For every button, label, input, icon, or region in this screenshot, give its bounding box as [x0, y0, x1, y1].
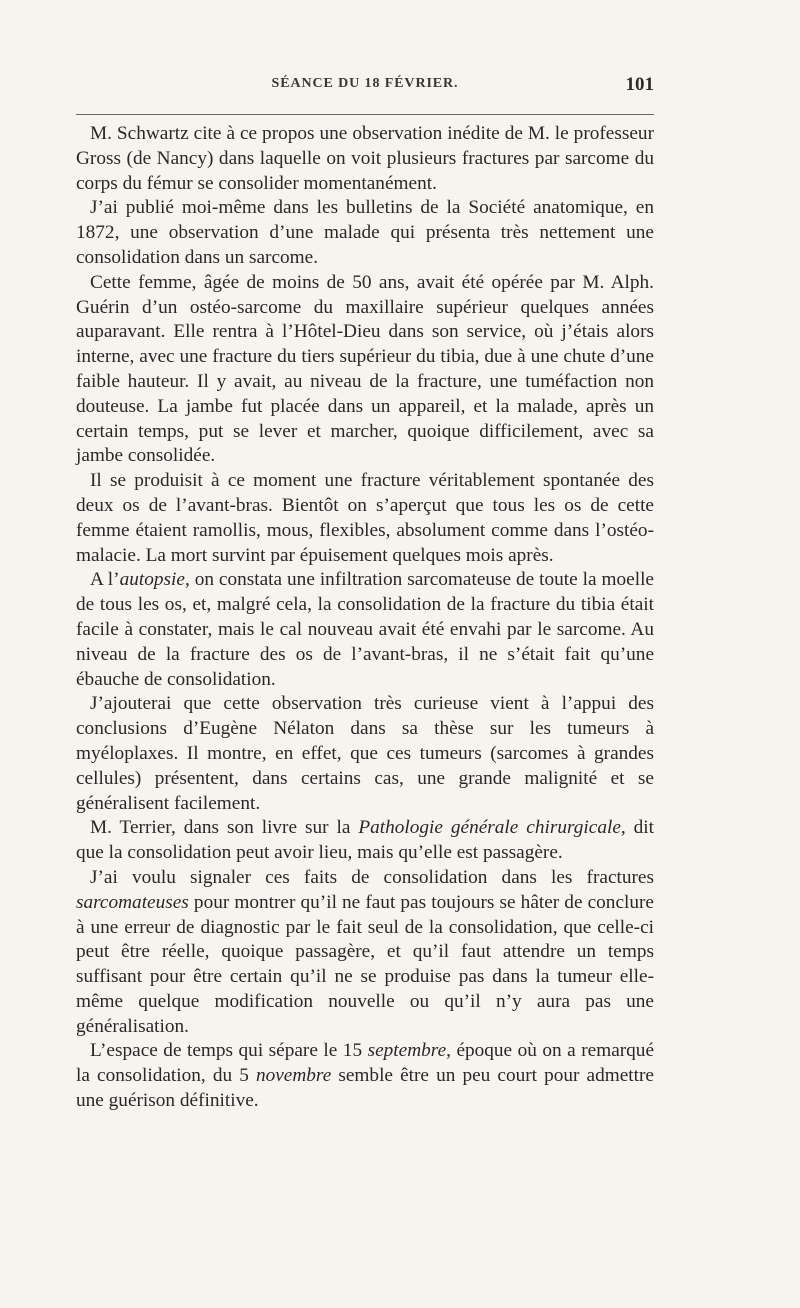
paragraph: Il se produisit à ce moment une fracture véritablement spontanée des deux os de l’avant-bras. Bientôt on s’aperçut que tous les os de cette femme étaient ramollis, mous, flexibles, absolument comme dans l’ostéo-malacie. La mort survint par épuisement quelques mois après. — [76, 470, 654, 566]
paragraph-text: , on constata une infiltration sarcomateuse de toute la moelle de tous les os, et, malgré cela, la consolidation de la fracture du tibia était facile à constater, mais le cal nouveau avait été envahi par le sarcome. Au niveau de la fracture des os de l’avant-bras, il ne s’était fait qu’une ébauche de consolidation. — [76, 569, 654, 690]
paragraph — [76, 866, 654, 1040]
paragraph — [76, 568, 654, 692]
italic-title: Pathologie générale chirurgicale — [358, 817, 621, 839]
paragraph-text: semble être un peu court pour admettre une guérison définitive. — [76, 1065, 654, 1112]
running-title: SÉANCE DU 18 FÉVRIER. — [271, 76, 459, 91]
running-head — [76, 74, 654, 102]
italic-term: autopsie — [119, 569, 185, 591]
paragraph — [76, 816, 654, 866]
page-number: 101 — [625, 74, 654, 95]
italic-term: sarcomateuses — [76, 891, 189, 913]
paragraph-text: pour montrer qu’il ne faut pas toujours se hâter de conclure à une erreur de diagnostic par le fait seul de la consolidation, que celle-ci peut être réelle, quoique passagère, et qu’il faut attendre un temps suffisant pour être certain qu’il ne se produise pas dans la tumeur elle-même quelque modification nouvelle ou qu’il n’y aura pas une généralisation. — [76, 891, 654, 1037]
italic-date: novembre — [255, 1065, 332, 1087]
paragraph: Cette femme, âgée de moins de 50 ans, avait été opérée par M. Alph. Guérin d’un ostéo-sarcome du maxillaire supérieur quelques années auparavant. Elle rentra à l’Hôtel-Dieu dans son service, où j’étais alors interne, avec une fracture du tiers supérieur du tibia, due à une chute d’une faible hauteur. Il y avait, au niveau de la fracture, une tuméfaction non douteuse. La jambe fut placée dans un appareil, et la malade, après un certain temps, put se lever et marcher, quoique difficilement, avec sa jambe consolidée. — [76, 271, 654, 467]
paragraph-text: J’ai voulu signaler ces faits de consolidation dans les fractures — [90, 866, 654, 888]
header-rule — [76, 114, 654, 115]
paragraph-text: L’espace de temps qui sépare le 15 — [90, 1040, 368, 1062]
paragraph: J’ai publié moi-même dans les bulletins de la Société anatomique, en 1872, une observation d’une malade qui présenta très nettement une consolidation dans un sarcome. — [76, 197, 654, 268]
body-text — [76, 122, 654, 1114]
paragraph: J’ajouterai que cette observation très curieuse vient à l’appui des conclusions d’Eugène Nélaton dans sa thèse sur les tumeurs à myéloplaxes. Il montre, en effet, que ces tumeurs (sarcomes à grandes cellules) présentent, dans certains cas, une grande malignité et se généralisent facilement. — [76, 693, 654, 814]
paragraph — [76, 1039, 654, 1113]
paragraph-text: A l’ — [90, 569, 120, 591]
paragraph-text: M. Terrier, dans son livre sur la — [90, 817, 359, 839]
italic-date: septembre — [367, 1040, 447, 1062]
paragraph: M. Schwartz cite à ce propos une observation inédite de M. le professeur Gross (de Nancy) dans laquelle on voit plusieurs fractures par sarcome du corps du fémur se consolider momentanément. — [76, 123, 654, 194]
paragraph-text: , époque où on a remarqué la consolidation, du 5 — [76, 1040, 655, 1087]
paragraph-text: , dit que la consolidation peut avoir lieu, mais qu’elle est passagère. — [76, 817, 655, 864]
